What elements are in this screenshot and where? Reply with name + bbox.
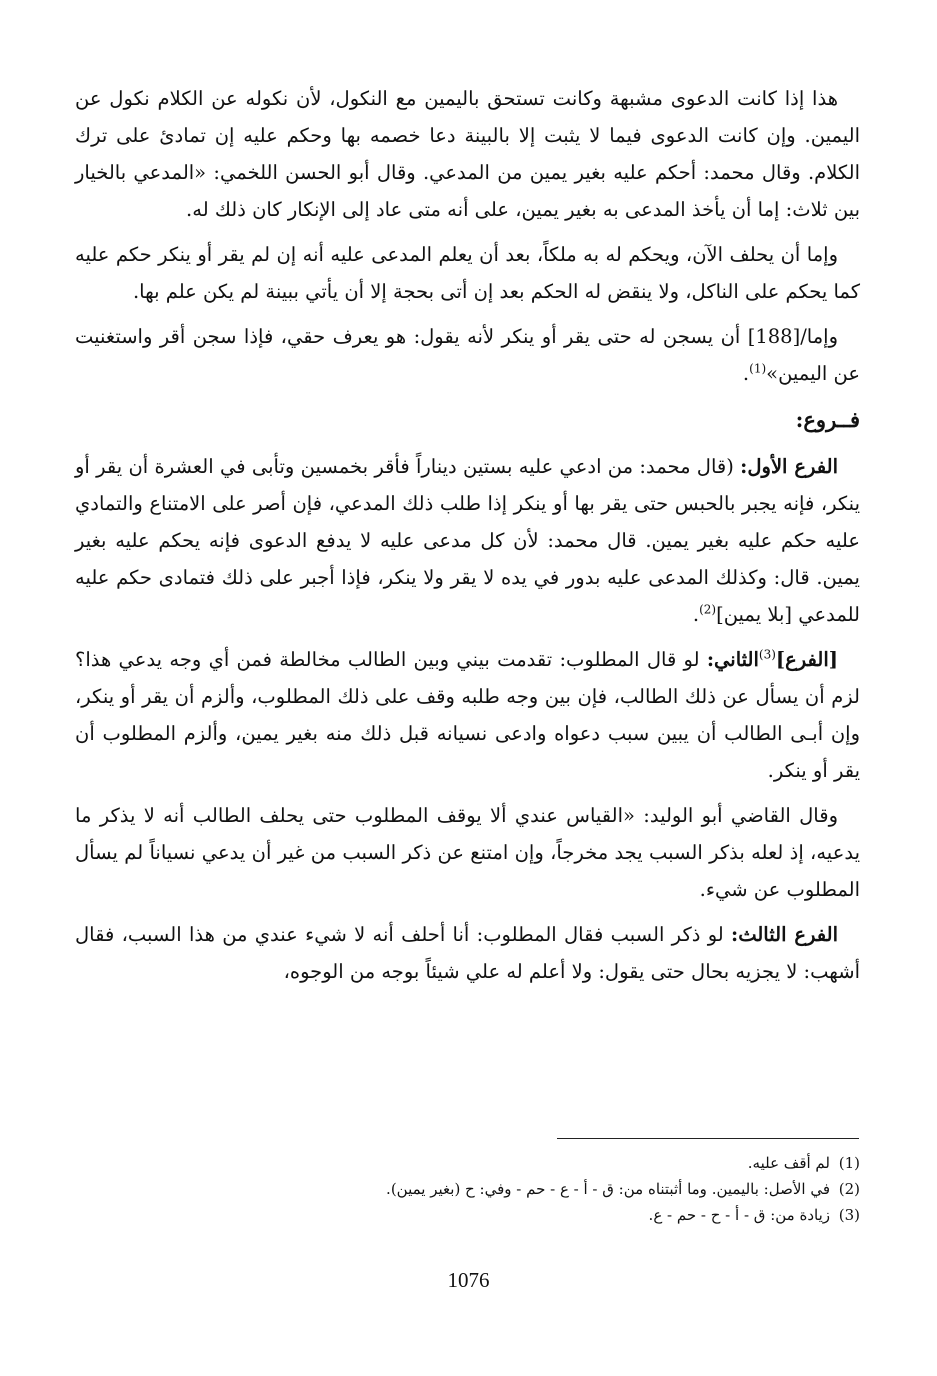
branch-3-text: لو ذكر السبب فقال المطلوب: أنا أحلف أنه لا شيء عندي من هذا السبب، فقال أشهب: لا يجزيه بحال حتى يقول: ولا أعلم له علي شيئاً بوجه من الوجوه، <box>75 923 860 983</box>
branch-1-title: الفرع الأول: <box>740 455 838 478</box>
footnote-ref-1: (1) <box>749 361 767 376</box>
footnote-1-number: (1) <box>838 1154 860 1172</box>
footnote-1 <box>75 1150 860 1176</box>
branch-1 <box>75 448 860 633</box>
paragraph-1: هذا إذا كانت الدعوى مشبهة وكانت تستحق باليمين مع النكول، لأن نكوله عن الكلام نكول عن اليمين. وإن كانت الدعوى فيما لا يثبت إلا بالبينة دعا خصمه بها وحكم عليه إن تمادئ على ترك الكلام. وقال محمد: أحكم عليه بغير يمين من المدعي. وقال أبو الحسن اللخمي: «المدعي بالخيار بين ثلاث: إما أن يأخذ المدعى به بغير يمين، على أنه متى عاد إلى الإنكار كان ذلك له. <box>75 87 860 221</box>
footnote-1-text: لم أقف عليه. <box>747 1154 830 1172</box>
footnote-ref-2: (2) <box>699 602 717 617</box>
branch-2-title-a: [الفرع] <box>775 648 838 671</box>
branch-3-title: الفرع الثالث: <box>731 923 838 946</box>
paragraph-3 <box>75 318 860 392</box>
footnote-3 <box>75 1202 860 1228</box>
branch-2-text: لو قال المطلوب: تقدمت بيني وبين الطالب مخالطة فمن أي وجه يدعي هذا؟ لزم أن يسأل عن ذلك الطالب، فإن بين وجه طلبه وقف على ذلك المطلوب، وألزم أن يقر أو ينكر، وإن أبـى الطالب أن يبين سبب دعواه وادعى نسيانه قبل ذلك منه بغير يمين، وألزم المطلوب أن يقر أو ينكر. <box>75 648 860 782</box>
section-heading: فــروع: <box>795 407 860 432</box>
footnotes <box>75 1150 860 1228</box>
branch-1-text: (قال محمد: من ادعي عليه بستين ديناراً فأقر بخمسين وتأبى في العشرة أن يقر أو ينكر، فإنه يجبر بالحبس حتى يقر بها أو ينكر إذا طلب ذلك المدعي، فإن أصر على الامتناع والتمادي عليه حكم عليه بغير يمين. قال محمد: لأن كل مدعى عليه لا يدفع الدعوى فإنه يحكم عليه بغير يمين. قال: وكذلك المدعى عليه بدور في يده لا يقر ولا ينكر، فإذا أجبر على ذلك فتمادى حكم عليه للمدعي [بلا يمين] <box>75 455 860 626</box>
branch-1-end: . <box>692 603 700 626</box>
footnote-2-text: في الأصل: باليمين. وما أثبتناه من: ق - أ - ع - حم - وفي: ح (بغير يمين). <box>386 1180 830 1198</box>
paragraph-3-end: . <box>742 362 750 385</box>
branch-3 <box>75 916 860 990</box>
branch-2 <box>75 641 860 789</box>
footnote-3-text: زيادة من: ق - أ - ح - حم - ع. <box>648 1206 830 1224</box>
footnote-2 <box>75 1176 860 1202</box>
page-body <box>75 80 860 998</box>
paragraph-3-text: وإما/[188] أن يسجن له حتى يقر أو ينكر لأنه يقول: هو يعرف حقي، فإذا سجن أقر واستغنيت عن اليمين» <box>75 325 860 385</box>
footnote-ref-3: (3) <box>758 647 776 662</box>
paragraph-walid: وقال القاضي أبو الوليد: «القياس عندي ألا يوقف المطلوب حتى يحلف الطالب أنه لا يذكر ما يدعيه، إذ لعله بذكر السبب يجد مخرجاً، وإن امتنع عن ذكر السبب من غير أن يدعي نسياناً لم يسأل المطلوب عن شيء. <box>75 804 860 901</box>
footnote-divider <box>557 1138 859 1139</box>
footnote-2-number: (2) <box>838 1180 860 1198</box>
branch-2-title-b: الثاني: <box>706 648 759 671</box>
paragraph-2: وإما أن يحلف الآن، ويحكم له به ملكاً، بعد أن يعلم المدعى عليه أنه إن لم يقر أو ينكر حكم عليه كما يحكم على الناكل، ولا ينقض له الحكم بعد إن أتى بحجة إلا أن يأتي ببينة لم يكن علم بها. <box>75 243 860 303</box>
footnote-3-number: (3) <box>838 1206 860 1224</box>
page-number: 1076 <box>447 1268 490 1292</box>
